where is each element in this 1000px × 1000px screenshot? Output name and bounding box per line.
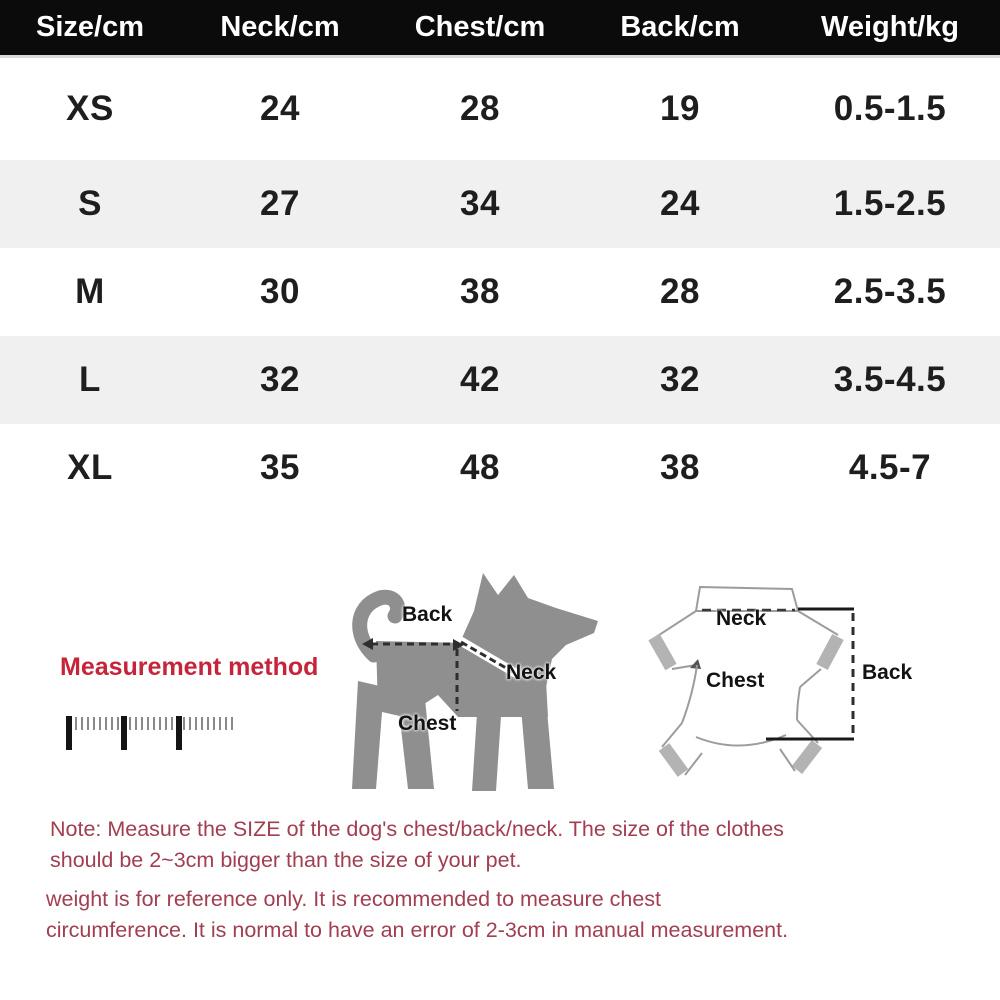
size-value: XS [66, 89, 114, 128]
note-sizing-line1: Note: Measure the SIZE of the dog's chest/back/neck. The size of the clothes [50, 817, 784, 841]
neck-value: 27 [260, 184, 300, 223]
measurement-method-title: Measurement method [60, 653, 319, 681]
ruler-icon [66, 716, 234, 750]
weight-value: 2.5-3.5 [833, 272, 947, 311]
garment-left-leg [662, 723, 682, 747]
chest-value: 28 [460, 89, 500, 128]
garment-right-leg-cuff [797, 744, 817, 770]
dog-back-label: Back [402, 603, 453, 626]
column-header-size: Size/cm [36, 11, 144, 43]
column-header-neck: Neck/cm [220, 11, 340, 43]
table-header-row [0, 0, 1000, 58]
weight-value: 4.5-7 [848, 448, 932, 487]
garment-right-side [797, 687, 800, 720]
dog-front-leg [518, 673, 554, 789]
neck-value: 35 [260, 448, 300, 487]
size-value: L [79, 360, 101, 399]
weight-value: 3.5-4.5 [833, 360, 947, 399]
ruler-ticks [75, 717, 233, 730]
back-value: 28 [660, 272, 700, 311]
weight-value: 0.5-1.5 [833, 89, 947, 128]
dog-measurement-diagram [340, 565, 610, 800]
back-value: 19 [660, 89, 700, 128]
neck-value: 32 [260, 360, 300, 399]
garment-chest-label: Chest [706, 669, 765, 692]
garment-left-leg-inner [685, 753, 702, 775]
table-row-m [0, 248, 1000, 336]
table-row-l [0, 336, 1000, 424]
column-header-chest: Chest/cm [414, 11, 546, 43]
neck-value: 24 [260, 89, 300, 128]
neck-value: 30 [260, 272, 300, 311]
dog-neck-label: Neck [506, 661, 557, 684]
table-row-s [0, 160, 1000, 248]
ruler-mark [121, 716, 127, 750]
ruler-mark [66, 716, 72, 750]
column-header-back: Back/cm [620, 11, 740, 43]
garment-measurement-diagram [640, 575, 935, 810]
garment-right-leg-inner [780, 749, 795, 771]
garment-right-sleeve [798, 611, 838, 635]
back-value: 24 [660, 184, 700, 223]
dog-rear-leg [352, 681, 384, 789]
garment-right-underarm [800, 669, 821, 687]
weight-value: 1.5-2.5 [833, 184, 947, 223]
garment-left-leg-cuff [664, 747, 683, 773]
note-sizing-line2: should be 2~3cm bigger than the size of your pet. [50, 848, 522, 872]
column-header-weight: Weight/kg [820, 11, 960, 43]
note-weight-line1: weight is for reference only. It is recommended to measure chest [46, 887, 662, 911]
garment-left-cuff [654, 637, 671, 667]
chest-pointer-icon [690, 659, 701, 669]
garment-back-label: Back [862, 661, 913, 684]
chest-value: 48 [460, 448, 500, 487]
chest-value: 38 [460, 272, 500, 311]
garment-outline-illustration [640, 575, 935, 810]
garment-left-side [682, 665, 697, 723]
note-sizing [50, 814, 784, 876]
table-row-xl [0, 424, 1000, 512]
garment-left-sleeve [656, 611, 696, 637]
ruler-mark [176, 716, 182, 750]
size-value: S [78, 184, 102, 223]
chest-value: 42 [460, 360, 500, 399]
note-weight-line2: circumference. It is normal to have an error of 2-3cm in manual measurement. [46, 918, 789, 942]
dog-silhouette-illustration [340, 565, 610, 800]
chest-value: 34 [460, 184, 500, 223]
back-value: 38 [660, 448, 700, 487]
garment-neck-label: Neck [716, 607, 767, 630]
garment-right-cuff [822, 637, 838, 667]
size-value: XL [67, 448, 113, 487]
size-value: M [75, 272, 105, 311]
dog-chest-label: Chest [398, 712, 457, 735]
back-value: 32 [660, 360, 700, 399]
table-row-xs [0, 58, 1000, 160]
note-weight [46, 884, 788, 946]
